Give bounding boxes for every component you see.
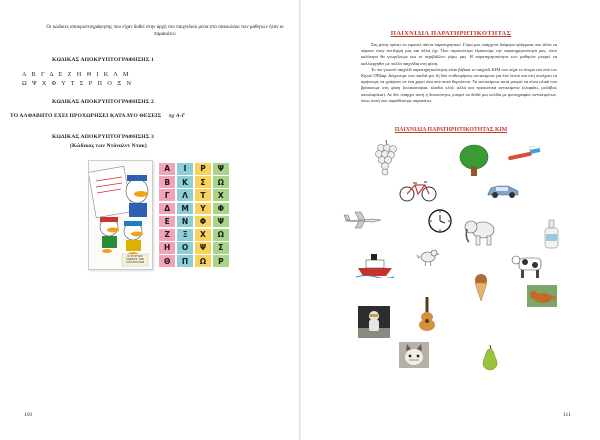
grid-letter-cell: Σ [213,242,229,254]
grid-letter-cell: Ω [195,255,211,267]
car-picture [486,183,520,199]
grid-letter-cell: Ρ [195,163,211,175]
grid-letter-cell: Υ [195,203,211,215]
fox-picture [527,285,557,307]
left-page-number: 110 [24,412,33,418]
ship-picture [356,250,394,278]
code1-title: ΚΩΔΙΚΑΣ ΑΠΟΚΡΥΠΤΟΓΡΑΦΗΣΗΣ 1 [52,57,154,63]
grid-letter-cell: Ξ [177,229,193,241]
grid-letter-cell: Λ [177,189,193,201]
grid-letter-cell: Ε [159,216,175,228]
right-page-number: 111 [563,412,571,418]
grid-letter-cell: Η [159,242,175,254]
code2-title: ΚΩΔΙΚΑΣ ΑΠΟΚΡΥΠΤΟΓΡΑΦΗΣΗΣ 2 [52,99,154,105]
tree-picture [459,144,489,176]
bird-picture [416,246,440,266]
clock-picture [427,208,453,234]
grid-letter-cell: Μ [177,203,193,215]
code3-title: ΚΩΔΙΚΑΣ ΑΠΟΚΡΥΠΤΟΓΡΑΦΗΣΗΣ 3 [52,134,154,140]
grid-letter-cell: Ν [177,216,193,228]
bicycle-picture [399,180,437,202]
code2-rule-line [10,113,185,119]
grid-letter-cell: Τ [195,189,211,201]
code2-rule: ΤΟ ΑΛΦΑΒΗΤΟ ΕΧΕΙ ΠΡΟΧΩΡΗΣΕΙ ΚΑΤΑ ΔΥΟ ΘΕΣΕΙΣ [10,113,162,119]
grid-letter-cell: Β [159,176,175,188]
grid-letter-cell: Γ [159,189,175,201]
grid-letter-cell: Φ [195,216,211,228]
intro-text: Οι κώδικες αποκρυπτογράφησης που είχαν δοθεί στην αρχή του παιχνιδιού μέσα στο σακουλάκι των μαθητών ήταν οι παρακάτω: [46,25,284,37]
bottle-picture [541,218,563,250]
kim-games-title: ΠΑΙΧΝΙΔΙΑ ΠΑΡΑΤΗΡΗΤΙΚΟΤΗΤΑΣ ΚΙΜ [394,127,508,133]
book-cover-text: ΟΙ ΜΥΣΤΙΚΟΙ ΚΩΔΙΚΕΣ ΤΩΝ ΛΥΚΟΠΟΥΛΩΝ [125,255,145,265]
grid-letter-cell: Ι [177,163,193,175]
code2-example: πχ Α-Γ [168,113,186,119]
grid-letter-cell: Ψ [213,163,229,175]
right-page [301,0,600,440]
guitar-picture [418,296,436,332]
grid-letter-cell: Χ [195,229,211,241]
grid-letter-cell: Θ [159,255,175,267]
code3-subtitle: (Κώδικας των Ντόναλντ Ντακ) [70,143,147,149]
astronaut-picture [358,306,390,338]
grid-letter-cell: Δ [159,203,175,215]
grid-letter-cell: Ψ [195,242,211,254]
cow-picture [511,250,547,280]
grid-letter-cell: Ω [213,176,229,188]
airplane-picture [343,210,383,230]
observation-games-title: ΠΑΙΧΝΙΔΙΑ ΠΑΡΑΤΗΡΗΤΙΚΟΤΗΤΑΣ [390,30,512,37]
grid-letter-cell: Π [177,255,193,267]
grapes-picture [373,138,399,176]
grid-letter-cell: Σ [195,176,211,188]
grid-letter-cell: Κ [177,176,193,188]
intro-paragraph [361,42,557,104]
grid-letter-cell: Α [159,163,175,175]
kitten-picture [399,342,429,368]
paragraph-1: Στη φύση πρέπει να είμαστε πάντα παρατηρητικοί. Γύρω μας υπάρχουν διάφορα πράγματα που άλλα να πάρουν στην αντίληψή μας και άλλα όχι. Όσο περισσότερο εξασκούμε την παρατηρητικότητά μας, τόσο καλύτερα θα γνωρίζουμε και το περιβάλλον γύρω μας. Η παρατηρητικότητα των μαθητών μπορεί να καλλιεργηθεί με πολλά παιχνίδια στη φύση. [361,42,557,66]
left-page [0,0,299,440]
letter-code-grid [158,162,230,268]
grid-letter-cell: Χ [213,189,229,201]
grid-letter-cell: Ο [177,242,193,254]
book-cover-image [88,160,153,270]
toothbrush-picture [506,146,542,164]
grid-letter-cell: Ζ [159,229,175,241]
code1-row2: Ω Ψ Χ Φ Υ Τ Σ Ρ Π Ο Ξ Ν [22,80,133,87]
pear-picture [479,343,501,371]
elephant-picture [463,214,497,248]
donald-duck-illustration [89,161,152,269]
grid-letter-cell: Ω [213,229,229,241]
code1-row1: Α Β Γ Δ Ε Ζ Η Θ Ι Κ Λ Μ [22,71,131,78]
paragraph-2: Το πιο γνωστό παιχνίδι παρατηρητικότητας είναι βέβαια το παιχνίδι ΚΙΜ που πήρε το όνομά του από τον Κίμπλ ΟΈβαρ. Δείχνουμε στα παιδιά για 1ή δύο επιθεωρήσεις αντικείμενα για ένα λεπτό και στη συνέχεια τα αφήνουμε να γράψουν σε ένα χαρτί όσα από αυτά θυμούνται. Τα αντικείμενα αυτά μπορεί να είναι υλικά που βρίσκουμε στη φύση (κουκουνάρια, κλαδιά κλπ), αλλά και προσωπικά αντικείμενα (ελαφάκι, μολύβια, σκουλαρίκια). Αν δεν υπάρχει αυτή η δυνατότητα, μπορεί να δοθεί μια σελίδα με φωτογραφίες αντικειμένων, όπως αυτή που παραθέτουμε παρακάτω. [361,66,557,103]
ice-cream-picture [473,272,489,302]
grid-letter-cell: Ψ [213,216,229,228]
grid-letter-cell: Ρ [213,255,229,267]
grid-letter-cell: Φ [213,203,229,215]
